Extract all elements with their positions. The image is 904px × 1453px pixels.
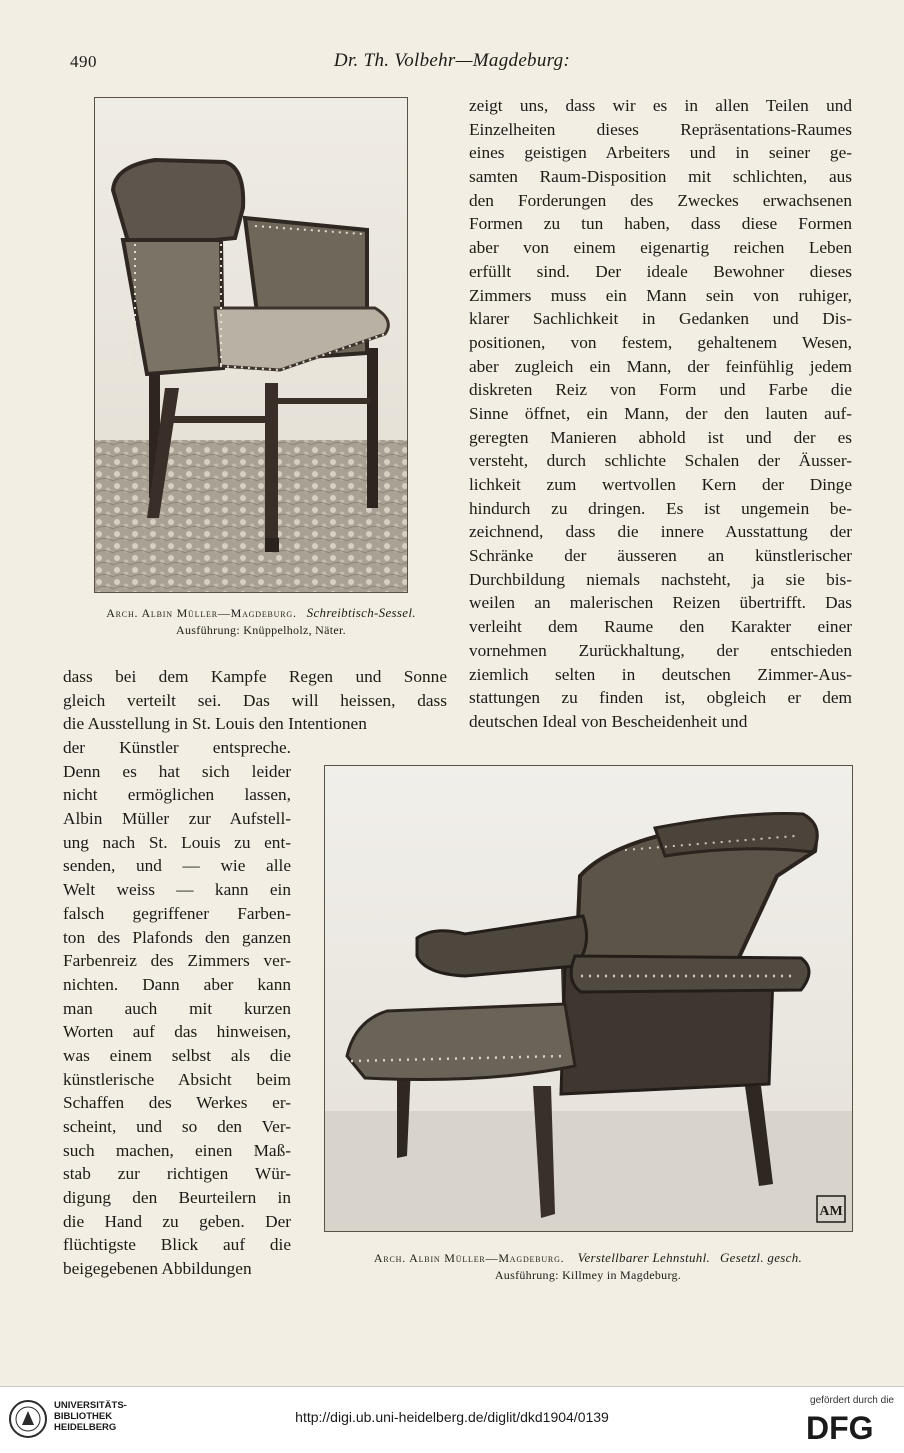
text-line: Welt weiss — kann ein	[63, 880, 291, 900]
text-line: deutschen Ideal von Bescheidenheit und	[469, 711, 748, 731]
dfg-logo-text: DFG	[806, 1410, 874, 1445]
figure2-caption-title: Verstellbarer Lehnstuhl.	[577, 1250, 711, 1265]
text-line: was einem selbst als die	[63, 1045, 291, 1065]
text-line: verleiht dem Raume den Karakter einer	[469, 617, 852, 637]
text-line: erfüllt sind. Der ideale Bewohner dieses	[469, 261, 852, 281]
left-column-text-narrow	[63, 736, 291, 1281]
funding-note: gefördert durch die	[810, 1395, 894, 1406]
text-line: eines geistigen Arbeiters und in seiner ge-	[469, 143, 852, 163]
text-line: die Hand zu geben. Der	[63, 1211, 291, 1231]
desk-chair-illustration	[95, 98, 407, 592]
monogram-text: AM	[819, 1204, 843, 1219]
text-line: versteht, durch schlichte Schalen der Äusser-	[469, 451, 852, 471]
text-line: nicht ermöglichen lassen,	[63, 785, 291, 805]
text-line: gleich verteilt sei. Das will heissen, dass	[63, 690, 447, 710]
figure2-caption-author: Arch. Albin Müller—Magdeburg.	[373, 1251, 565, 1265]
text-line: nichten. Dann aber kann	[63, 974, 291, 994]
text-line: zeigt uns, dass wir es in allen Teilen und	[469, 96, 852, 115]
text-line: lichkeit zum wertvollen Kern der Dinge	[469, 475, 852, 494]
text-line: digung den Beurteilern in	[63, 1188, 291, 1208]
text-line: der Künstler entspreche.	[63, 738, 291, 757]
text-line: stattungen zu finden ist, obgleich er dem	[469, 688, 852, 708]
library-name-line: BIBLIOTHEK	[54, 1411, 113, 1422]
text-line: Schaffen des Werkes er-	[63, 1093, 291, 1113]
text-line: aber von einem eigenartig reichen Leben	[469, 238, 852, 258]
right-column-text	[469, 94, 852, 734]
text-line: diskreten Reiz von Form und Farbe die	[469, 380, 852, 400]
text-line: Farbenreiz des Zimmers ver-	[63, 951, 291, 971]
library-name-line: HEIDELBERG	[54, 1422, 117, 1433]
text-line: Schränke der äusseren an künstlerischer	[469, 546, 852, 566]
adjustable-armchair-illustration	[325, 766, 852, 1231]
text-line: scheint, und so den Ver-	[63, 1117, 291, 1136]
text-line: Sinne öffnet, ein Mann, der den lauten auf-	[469, 403, 852, 423]
text-line: hindurch zu dringen. Es ist ungemein be-	[469, 498, 852, 518]
text-line: flüchtigste Blick auf die	[63, 1235, 291, 1255]
permalink-url[interactable]: http://digi.ub.uni-heidelberg.de/diglit/dkd1904/0139	[295, 1409, 609, 1425]
text-line: klarer Sachlichkeit in Gedanken und Dis-	[469, 309, 852, 329]
figure2-caption	[318, 1250, 858, 1286]
text-line: ton des Plafonds den ganzen	[63, 927, 291, 947]
figure2-caption-note: Gesetzl. gesch.	[719, 1250, 803, 1265]
text-line: such machen, einen Maß-	[63, 1140, 291, 1160]
text-line: die Ausstellung in St. Louis den Intentionen	[63, 714, 367, 734]
text-line: man auch mit kurzen	[63, 998, 291, 1018]
text-line: samten Raum-Disposition mit schlichten, aus	[469, 167, 852, 187]
text-line: Albin Müller zur Aufstell-	[63, 809, 291, 829]
text-line: weilen an malerischen Reizen übertrifft. Das	[469, 593, 852, 613]
text-line: Worten auf das hinweisen,	[63, 1022, 291, 1042]
adjustable-armchair-photo	[324, 765, 853, 1232]
figure2-caption-execution: Ausführung: Killmey in Magdeburg.	[494, 1268, 682, 1282]
text-line: zeichnend, dass die innere Ausstattung der	[469, 522, 852, 542]
text-line: aber zugleich ein Mann, der feinfühlig jedem	[469, 356, 852, 376]
text-line: ung nach St. Louis zu ent-	[63, 832, 291, 852]
figure1-caption-title: Schreibtisch-Sessel.	[306, 605, 416, 620]
library-footer	[0, 1386, 904, 1453]
left-column-text-wide	[63, 665, 447, 736]
text-line: den Forderungen des Zweckes erwachsenen	[469, 190, 852, 210]
text-line: senden, und — wie alle	[63, 856, 291, 876]
text-line: Formen zu tun haben, dass diese Formen	[469, 214, 852, 234]
text-line: Durchbildung niemals nachsteht, ja sie bis-	[469, 569, 852, 589]
text-line: positionen, von festem, gehaltenem Wesen,	[469, 332, 852, 352]
dfg-logo	[806, 1409, 892, 1445]
figure1-caption-execution: Ausführung: Knüppelholz, Näter.	[176, 623, 346, 637]
text-line: stab zur richtigen Wür-	[63, 1164, 291, 1184]
text-line: Denn es hat sich leider	[63, 761, 291, 781]
figure1-caption-author: Arch. Albin Müller—Magdeburg.	[106, 606, 297, 620]
text-line: künstlerische Absicht beim	[63, 1069, 291, 1089]
text-line: geregten Manieren abhold ist und der es	[469, 427, 852, 447]
figure1-caption	[66, 605, 456, 641]
text-line: ziemlich selten in deutschen Zimmer-Aus-	[469, 664, 852, 684]
desk-chair-photo	[94, 97, 408, 593]
running-head: Dr. Th. Volbehr—Magdeburg:	[333, 50, 571, 71]
library-name-line: UNIVERSITÄTS-	[54, 1400, 127, 1411]
text-line: Einzelheiten dieses Repräsentations-Raumes	[469, 119, 852, 139]
text-line: beigegebenen Abbildungen	[63, 1259, 252, 1279]
text-line: falsch gegriffener Farben-	[63, 903, 291, 923]
text-line: vornehmen Zurückhaltung, der entschieden	[469, 640, 852, 660]
page-number: 490	[70, 52, 97, 71]
text-line: Zimmers muss ein Mann sein von ruhiger,	[469, 285, 852, 305]
text-line: dass bei dem Kampfe Regen und Sonne	[63, 667, 447, 686]
